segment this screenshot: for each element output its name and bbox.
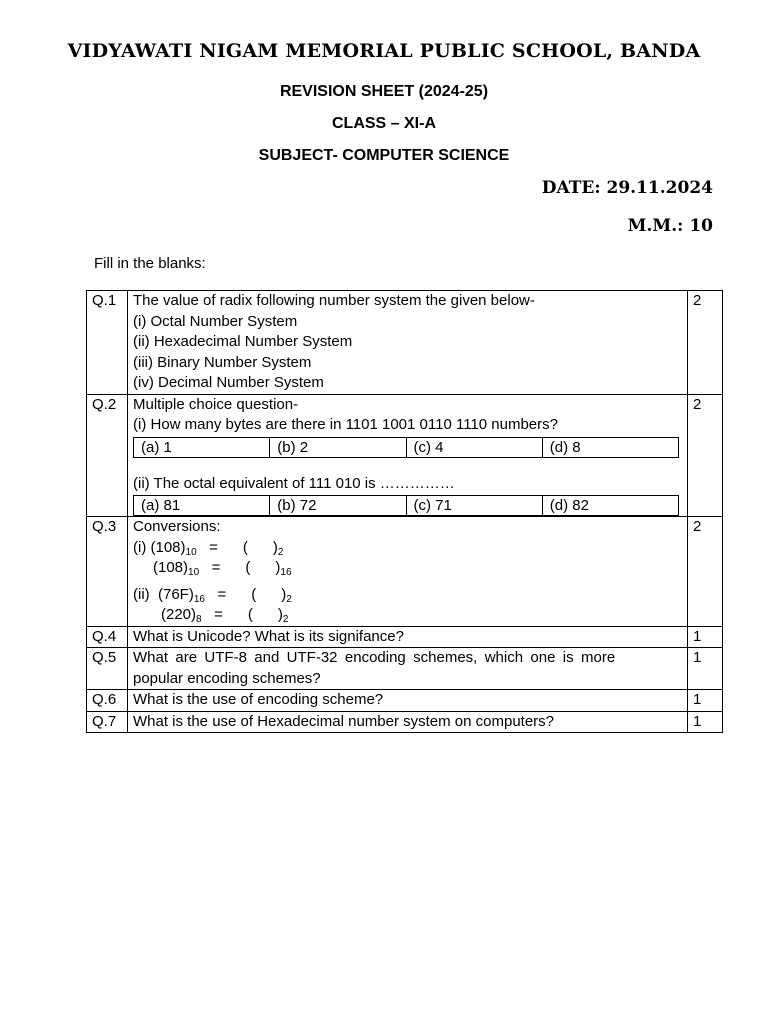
sheet-title: REVISION SHEET (2024-25) <box>279 83 489 100</box>
questions-table <box>86 290 723 733</box>
max-marks: M.M.: 10 <box>627 216 713 236</box>
question-row-3 <box>87 517 723 627</box>
conversion-line: $(108)_{10}$ = ( )$_{16}$ <box>153 559 292 578</box>
question-text: What are UTF-8 and UTF-32 encoding schemes, which one is more <box>133 649 616 666</box>
question-body <box>128 517 688 627</box>
question-text: Multiple choice question- <box>133 395 299 413</box>
question-number: Q.4 <box>87 626 128 648</box>
option-c: (c) 4 <box>406 437 542 457</box>
question-row-6 <box>87 690 723 712</box>
option-c: (c) 71 <box>406 496 542 516</box>
marks-cell: 1 <box>688 711 723 733</box>
list-item: (ii) Hexadecimal Number System <box>133 333 353 350</box>
question-text: What is the use of encoding scheme? <box>128 690 688 712</box>
question-row-4 <box>87 626 723 648</box>
option-a: (a) 1 <box>134 437 270 457</box>
instruction: Fill in the blanks: <box>94 255 206 272</box>
question-text: Conversions: <box>133 518 221 535</box>
option-b: (b) 2 <box>270 437 406 457</box>
sub-question: (i) How many bytes are there in 1101 1001 0110 1110 numbers? <box>133 416 558 433</box>
list-item: (iii) Binary Number System <box>133 353 312 371</box>
options-table <box>133 495 679 516</box>
option-d: (d) 82 <box>542 496 678 516</box>
question-number: Q.6 <box>87 690 128 712</box>
question-text: The value of radix following number system the given below- <box>133 292 535 309</box>
marks-cell: 2 <box>688 517 723 627</box>
list-item: (i) Octal Number System <box>133 312 298 330</box>
option-a: (a) 81 <box>134 496 270 516</box>
subject-label: SUBJECT- COMPUTER SCIENCE <box>258 147 510 164</box>
question-row-1 <box>87 291 723 395</box>
question-number: Q.2 <box>87 394 128 517</box>
options-table <box>133 437 679 458</box>
question-number: Q.3 <box>87 517 128 627</box>
question-row-5 <box>87 648 723 690</box>
question-row-2 <box>87 394 723 517</box>
question-body <box>128 394 688 517</box>
question-row-7 <box>87 711 723 733</box>
conversion-line: (ii) $(76F)_{16}$ = ( )$_2$ <box>133 585 292 605</box>
marks-cell: 2 <box>688 394 723 517</box>
question-text: What is Unicode? What is its signifance? <box>128 626 688 648</box>
conversion-line: $(220)_8$ = ( )$_2$ <box>161 606 289 625</box>
option-d: (d) 8 <box>542 437 678 457</box>
question-body <box>128 648 688 690</box>
marks-cell: 1 <box>688 690 723 712</box>
question-body <box>128 291 688 395</box>
question-text: What is the use of Hexadecimal number system on computers? <box>128 711 688 733</box>
list-item: (iv) Decimal Number System <box>133 374 324 391</box>
question-number: Q.7 <box>87 711 128 733</box>
conversion-line: (i) $(108)_{10}$ = ( )$_2$ <box>133 538 284 558</box>
exam-date: DATE: 29.11.2024 <box>541 178 713 198</box>
question-number: Q.1 <box>87 291 128 395</box>
sub-question: (ii) The octal equivalent of 111 010 is …………… <box>133 474 455 492</box>
question-number: Q.5 <box>87 648 128 690</box>
class-label: CLASS – XI-A <box>331 115 436 132</box>
marks-cell: 2 <box>688 291 723 395</box>
option-b: (b) 72 <box>270 496 406 516</box>
school-name: VIDYAWATI NIGAM MEMORIAL PUBLIC SCHOOL, BANDA <box>67 40 701 62</box>
marks-cell: 1 <box>688 626 723 648</box>
marks-cell: 1 <box>688 648 723 690</box>
question-text-cont: popular encoding schemes? <box>133 669 321 687</box>
